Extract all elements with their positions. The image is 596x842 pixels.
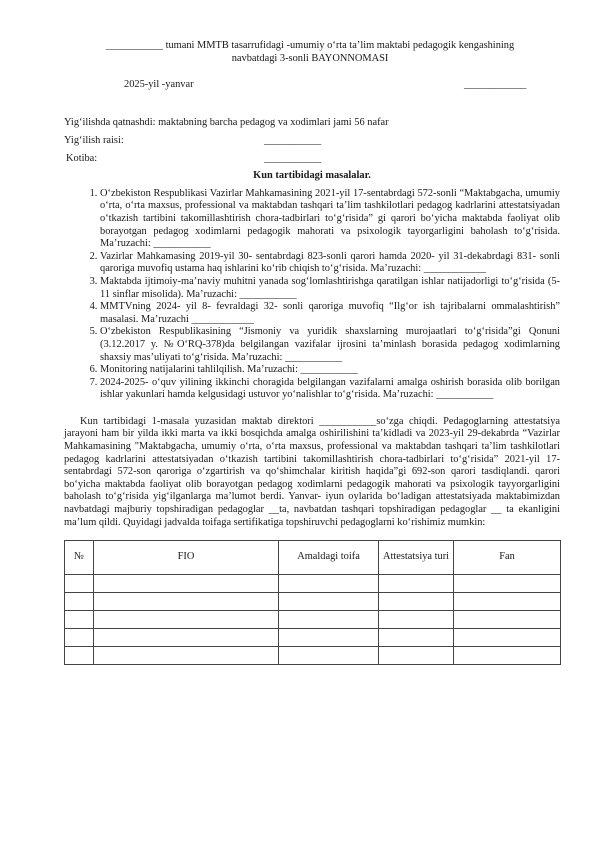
table-cell <box>94 610 279 628</box>
table-cell <box>279 574 379 592</box>
table-body <box>65 574 561 664</box>
agenda-item-1: 1. O‘zbekiston Respublikasi Vazirlar Mahkamasining 2021-yil 17-sentabrdagi 572-sonli “Maktabgacha, umumiy o‘rta, o‘rta maxsus, professional va maktabdan tashqari ta’lim tashkilotlari pedagog kadrlarini attestatsiyadan o‘tkazish tartibini takomillashtirish chora-tadbirlari to‘g‘risida” gi qarori bo‘yicha maktabda faoliyat olib borayotgan pedagog xodimlarni pedagogik mahorati va psixologik tayorgarligini baholash to‘g‘risida. Ma’ruzachi: ___________ <box>100 188 560 251</box>
table-cell <box>94 574 279 592</box>
date-right: ____________ <box>464 79 527 91</box>
chair-value: ___________ <box>264 135 322 147</box>
agenda-list <box>64 188 560 402</box>
table-cell <box>379 574 454 592</box>
col-fio: FIO <box>94 540 279 574</box>
table-cell <box>454 592 561 610</box>
table-cell <box>454 574 561 592</box>
agenda-item-5: 5. O‘zbekiston Respublikasining “Jismoniy va yuridik shaxslarning murojaatlari to‘g‘risida”gi Qonuni (3.12.2017 y. №O‘RQ-378)da belgilangan vazifalar ijrosini ta’minlash borasida pedagog xodimlarning shaxsiy mas’uliyati to‘g‘risida. Ma’ruzachi: ___________ <box>100 326 560 364</box>
table-row <box>65 628 561 646</box>
table-header-row <box>65 540 561 574</box>
attendance-line <box>64 117 560 130</box>
secretary-value: ___________ <box>264 153 322 165</box>
table-cell <box>279 628 379 646</box>
agenda-item-4: 4. MMTVning 2024- yil 8- fevraldagi 32- sonli qaroriga muvofiq “Ilg‘or ish tajribalarni ommalashtirish” masalasi. Ma’ruzachi ____________ <box>100 301 560 326</box>
secretary-label: Kotiba: <box>66 153 98 165</box>
table-cell <box>454 610 561 628</box>
col-current-category: Amaldagi toifa <box>279 540 379 574</box>
header-line-2: navbatdagi 3-sonli BAYONNOMASI <box>231 52 389 64</box>
table-cell <box>279 610 379 628</box>
col-attestation-type: Attestatsiya turi <box>379 540 454 574</box>
col-subject: Fan <box>454 540 561 574</box>
body-paragraph: Kun tartibidagi 1-masala yuzasidan maktab direktori ___________so‘zga chiqdi. Pedagoglarning attestatsiya jarayoni ham bir yilda ikki marta va ikki bosqichda amalga oshirilishini ta’kidladi va 2023-yil 29-dekabrda “Vazirlar Mahkamasining "Maktabgacha, umumiy o‘rta, o‘rta maxsus, professional va maktabdan tashqari ta’lim tashkilotlari pedagog kadrlarini attestatsiyadan o‘tkazish tartibini takomillashtirish chora-tadbirlari to‘g‘risida” 2021-yil 17-sentabrdagi 572-son qaroriga o‘zgartirish va qo‘shimchalar kiritish haqida”gi 692-son qarori tasdiqlandi. qarori bo‘yicha maktabda faoliyat olib borayotgan pedagog xodimlarni pedagogik mahorati va psixologik tayyorgarligini baholash to‘g‘risida yig‘ilganlarga ma’lumot berdi. Yanvar- iyun oylarida bo‘ladigan attestatsiyada maktabimizdan navbatdagi majburiy topshiradigan pedagoglar __ta, navbatdan tashqari topshiradigan pedagoglar __ ta ekanligini ma’lum qildi. Quyidagi jadvalda toifaga sertifikatiga topshiruvchi pedagoglarni ko‘rishimiz mumkin: <box>64 415 560 528</box>
table-cell <box>279 646 379 664</box>
header-line-1: ___________ tumani MMTB tasarrufidagi -umumiy o‘rta ta’lim maktabi pedagogik kengashining <box>105 40 515 51</box>
date-line <box>64 79 560 93</box>
agenda-item-3: 3. Maktabda ijtimoiy-ma’naviy muhitni yanada sog‘lomlashtirishga qaratilgan ishlar natijadorligi to‘g‘risida (5-11 sinflar misolida). Ma’ruzachi: ___________ <box>100 276 560 301</box>
table-cell <box>279 592 379 610</box>
table-row <box>65 646 561 664</box>
agenda-item-2: 2. Vazirlar Mahkamasing 2019-yil 30- sentabrdagi 823-sonli qarori hamda 2020- yil 31-dekabrdagi 831- sonli qaroriga muvofiq ustama haq ishlarini ko‘rib chiqish to‘g‘risida. Ma’ruzachi: ____________ <box>100 251 560 276</box>
table-row <box>65 610 561 628</box>
table-cell <box>65 646 94 664</box>
table-cell <box>94 646 279 664</box>
agenda-item-7: 7. 2024-2025- o‘quv yilining ikkinchi choragida belgilangan vazifalarni amalga oshirish borasida olib borilgan ishlar yakunlari hamda kelgusidagi ustuvor yo‘nalishlar to‘g‘risida. Ma’ruzachi: ___________ <box>100 377 560 402</box>
secretary-line <box>66 153 560 166</box>
table-cell <box>65 592 94 610</box>
table-cell <box>94 628 279 646</box>
agenda-item-6: 6. Monitoring natijalarini tahlilqilish. Ma’ruzachi: ___________ <box>100 364 560 377</box>
table-cell <box>65 628 94 646</box>
teachers-table <box>64 540 561 665</box>
table-row <box>65 574 561 592</box>
attendance-text: Yig‘ilishda qatnashdi: maktabning barcha pedagog va xodimlari jami 56 nafar <box>64 117 389 129</box>
table-cell <box>65 610 94 628</box>
col-number: № <box>65 540 94 574</box>
table-cell <box>454 628 561 646</box>
meeting-meta <box>64 117 560 166</box>
table-cell <box>379 628 454 646</box>
table-cell <box>379 646 454 664</box>
table-cell <box>454 646 561 664</box>
chair-line <box>64 135 560 148</box>
agenda-title: Kun tartibidagi masalalar. <box>253 170 371 182</box>
chair-label: Yig‘ilish raisi: <box>64 135 124 147</box>
table-cell <box>379 610 454 628</box>
date-left: 2025-yil -yanvar <box>124 79 194 91</box>
table-cell <box>94 592 279 610</box>
table-row <box>65 592 561 610</box>
document-header <box>60 40 560 65</box>
table-cell <box>65 574 94 592</box>
table-cell <box>379 592 454 610</box>
